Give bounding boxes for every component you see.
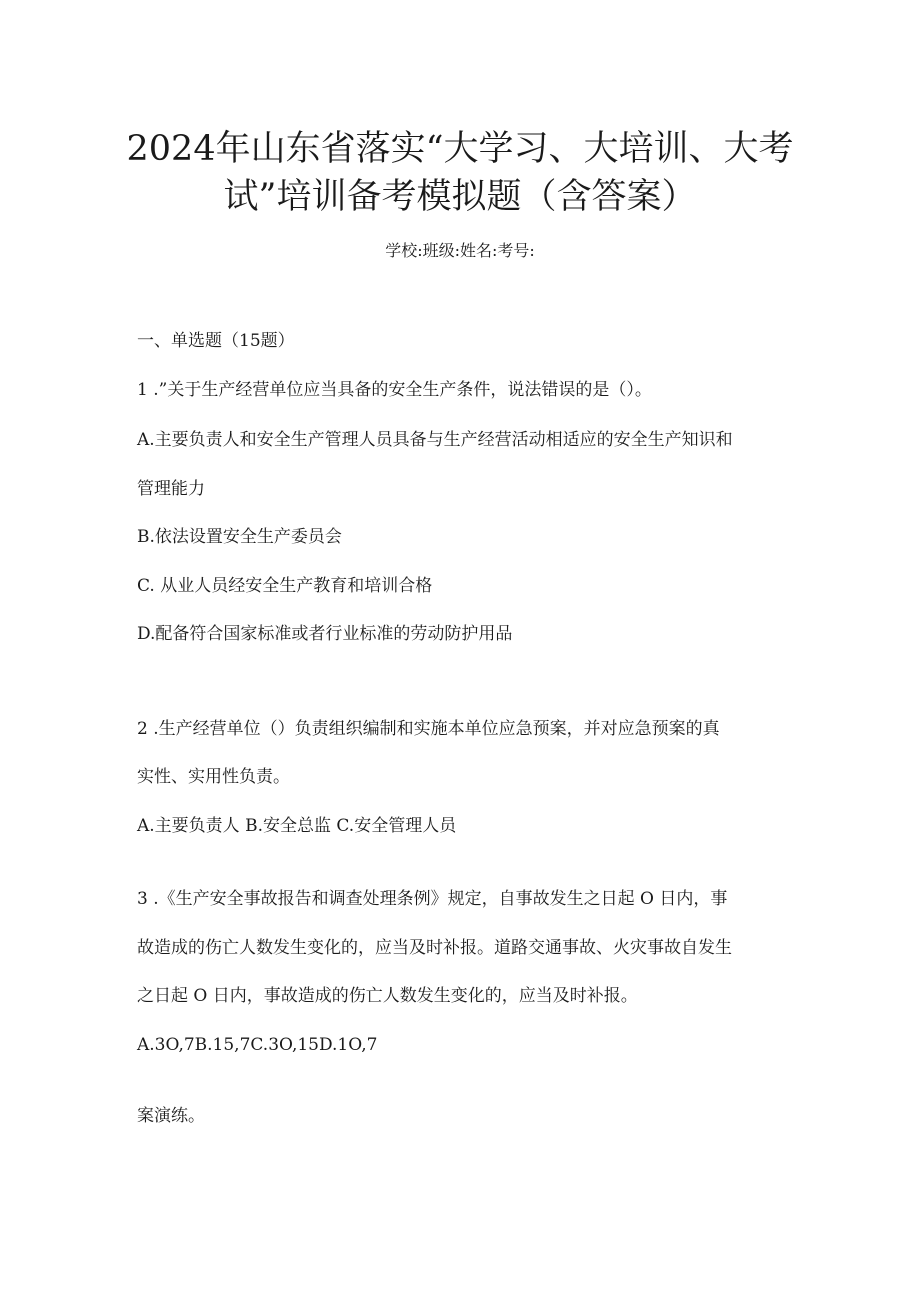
document-title-line-1: 2024年山东省落实“大学习、大培训、大考	[126, 129, 794, 169]
question-3-stem-line-1: 3 .《生产安全事故报告和调查处理条例》规定，自事故发生之日起 O 日内，事	[137, 889, 728, 909]
question-3-stem-line-3: 之日起 O 日内，事故造成的伤亡人数发生变化的，应当及时补报。	[137, 986, 638, 1006]
question-3-options: A.3O,7B.15,7C.3O,15D.1O,7	[137, 1035, 378, 1055]
question-1-option-a: A.主要负责人和安全生产管理人员具备与生产经营活动相适应的安全生产知识和	[137, 430, 733, 450]
question-1-stem: 1 .”关于生产经营单位应当具备的安全生产条件，说法错误的是（）。	[137, 380, 652, 400]
section-heading: 一、单选题（15题）	[137, 331, 295, 351]
trailing-text: 案演练。	[137, 1106, 205, 1126]
question-2-stem-line-1: 2 .生产经营单位（）负责组织编制和实施本单位应急预案，并对应急预案的真	[137, 719, 720, 739]
question-2-stem-line-2: 实性、实用性负责。	[137, 767, 290, 787]
student-info-line: 学校:班级:姓名:考号:	[385, 241, 535, 260]
question-1-option-c: C. 从业人员经安全生产教育和培训合格	[137, 576, 433, 596]
question-3-stem-line-2: 故造成的伤亡人数发生变化的，应当及时补报。道路交通事故、火灾事故自发生	[137, 938, 732, 958]
question-1-option-a-cont: 管理能力	[137, 479, 205, 499]
document-title-line-2: 试”培训备考模拟题（含答案）	[223, 177, 697, 217]
question-1-option-d: D.配备符合国家标准或者行业标准的劳动防护用品	[137, 624, 513, 644]
question-2-options: A.主要负责人 B.安全总监 C.安全管理人员	[137, 816, 457, 836]
question-1-option-b: B.依法设置安全生产委员会	[137, 527, 342, 547]
